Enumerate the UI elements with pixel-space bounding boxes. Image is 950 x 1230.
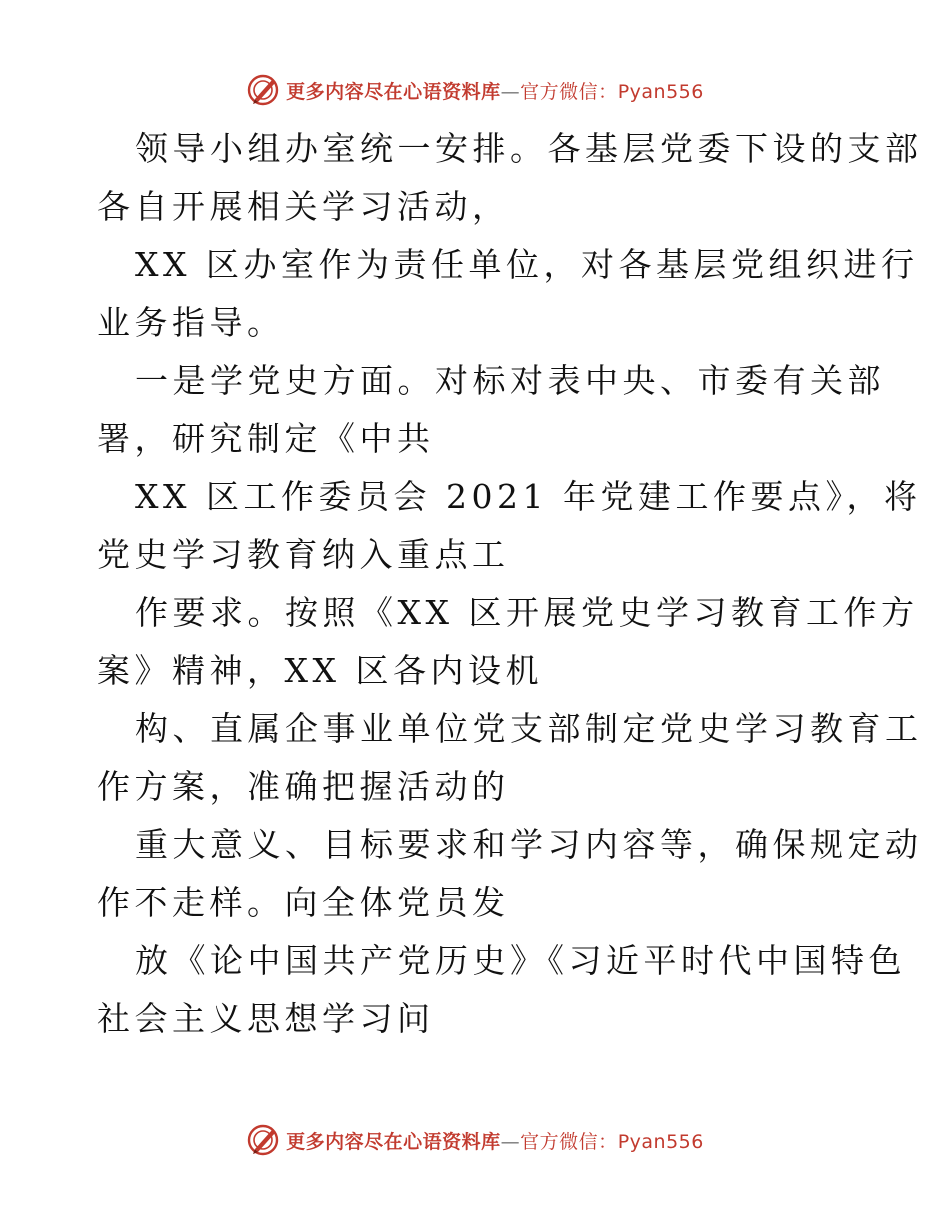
text-line: 一是学党史方面。对标对表中央、市委有关部: [135, 361, 885, 400]
pen-logo-icon: [246, 1123, 280, 1157]
text-line: 业务指导。: [97, 303, 285, 342]
site-name: 更多内容尽在心语资料库: [286, 80, 501, 103]
document-body: [97, 120, 923, 1048]
banner-dash: —: [500, 1130, 521, 1153]
paragraph: [97, 236, 919, 352]
banner-dash: —: [500, 80, 521, 103]
wechat-handle: Pyan556: [617, 80, 704, 103]
paragraph: [97, 352, 885, 468]
paragraph: [97, 468, 922, 584]
text-line: 各自开展相关学习活动，: [97, 187, 510, 226]
text-line: 重大意义、目标要求和学习内容等，确保规定动: [135, 825, 923, 864]
paragraph: [97, 816, 923, 932]
pen-logo-icon: [246, 73, 280, 107]
site-name: 更多内容尽在心语资料库: [286, 1130, 501, 1153]
text-line: 案》精神，XX 区各内设机: [97, 651, 543, 690]
paragraph: [97, 700, 923, 816]
banner-text: [286, 77, 704, 104]
paragraph: [97, 932, 906, 1048]
text-line: 作不走样。向全体党员发: [97, 883, 510, 922]
text-line: 社会主义思想学习问: [97, 999, 435, 1038]
text-line: 构、直属企事业单位党支部制定党史学习教育工: [135, 709, 923, 748]
text-line: 党史学习教育纳入重点工: [97, 535, 510, 574]
text-line: 署，研究制定《中共: [97, 419, 435, 458]
header-banner: [0, 70, 950, 110]
wechat-handle: Pyan556: [617, 1130, 704, 1153]
text-line: 放《论中国共产党历史》《习近平时代中国特色: [135, 941, 906, 980]
banner-text: [286, 1127, 704, 1154]
text-line: XX 区办室作为责任单位，对各基层党组织进行: [135, 245, 919, 284]
paragraph: [97, 584, 919, 700]
wechat-label: 官方微信：: [520, 1130, 618, 1153]
footer-banner: [0, 1120, 950, 1160]
text-line: 作要求。按照《XX 区开展党史学习教育工作方: [135, 593, 919, 632]
text-line: 作方案，准确把握活动的: [97, 767, 510, 806]
text-line: XX 区工作委员会 2021 年党建工作要点》，将: [135, 477, 922, 516]
paragraph: [97, 120, 923, 236]
wechat-label: 官方微信：: [520, 80, 618, 103]
text-line: 领导小组办室统一安排。各基层党委下设的支部: [135, 129, 923, 168]
